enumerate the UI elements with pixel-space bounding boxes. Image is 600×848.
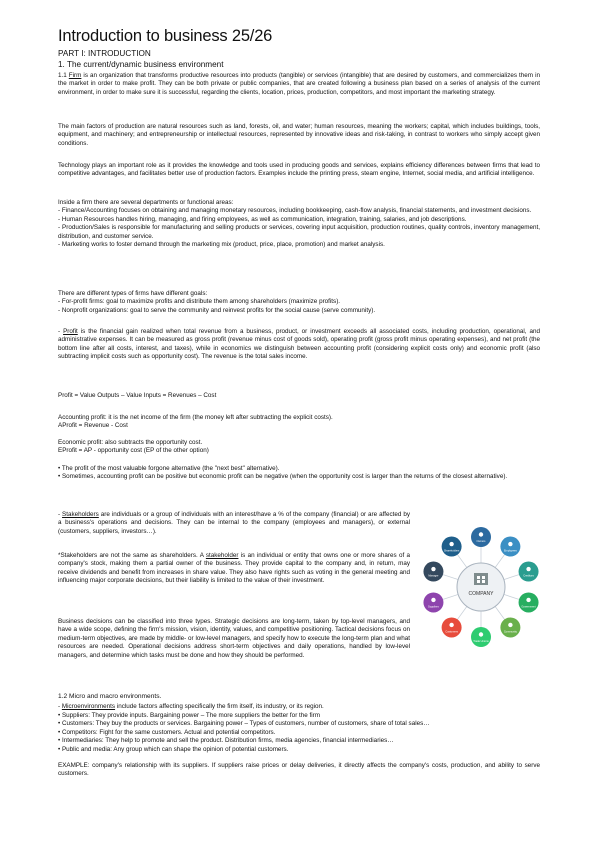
term-stakeholder: stakeholder [205,552,239,559]
term-stakeholders: Stakeholders [62,511,99,518]
stakeholder-node-circle [500,537,520,557]
person-icon [449,542,453,546]
stakeholder-node-circle [442,537,462,557]
stakeholder-node-label: Owners [476,540,486,543]
person-icon [508,623,512,627]
stakeholder-node-creditors [519,562,539,582]
stakeholder-node-circle [500,617,520,637]
stakeholder-node-circle [423,562,443,582]
stakeholder-node-employees [500,537,520,557]
stakeholder-diagram [412,520,550,654]
stakeholder-node-label: Government [521,605,536,609]
stakeholder-node-circle [442,617,462,637]
paragraph-factors: The main factors of production are natural resources such as land, forests, oil, and water; human resources, meaning the workers; capital, which includes buildings, tools, equipment, and machinery; and entrepreneurship or intellectual resources, represented by innovative ideas and risk-taking, in contrast to workers who simply accept given conditions. [58,123,540,147]
paragraph-shareholders: *Stakeholders are not the same as shareholders. A stakeholder is an individual or entity that owns one or more shares of a company's stock, making them a partial owner of the business. They provide capital to the company and, in return, may receive dividends and benefit from increases in share value. They also have rights such as voting in the general meeting and influencing major corporate decisions, but their liability is limited to the value of their investment. [58,552,411,585]
part-heading: PART I: INTRODUCTION [58,49,151,58]
stakeholder-node-customers [442,617,462,637]
term-firm: Firm [68,72,82,79]
person-icon [526,567,530,571]
stakeholder-node-circle [471,627,491,647]
stakeholder-node-circle [519,562,539,582]
person-icon [479,632,483,636]
person-icon [479,532,483,536]
stakeholder-node-label: Shareholders [443,549,460,553]
stakeholder-node-label: Employees [503,549,517,553]
person-icon [431,598,435,602]
stakeholder-node-label: Suppliers [428,605,439,609]
stakeholder-node-circle [471,527,491,547]
paragraph-microenvironments: - Microenvironments include factors affecting specifically the firm itself, its industry, or its region. [58,703,324,710]
stakeholder-node-owners [471,527,491,547]
paragraph-firm: 1.1 Firm is an organization that transforms productive resources into products (tangible) or services (intangible) that are desired by customers, and commercializes them in the market in order to make profit. They can be both private or public companies, that are created following a business plan based on a series of analysis of the current environment, in order to make sure it is successful, regarding the clients, location, prices, production, competitors, and most important the marketing strategy. [58,72,540,96]
microenvironment-list: • Suppliers: They provide inputs. Bargaining power – The more suppliers the better for the firm • Customers: They buy the products or services. Bargaining power – Types of customers, number of customers, share of total sales… • Competitors: Fight for the same customers. Actual and potential competitors. • Intermediaries: They help to promote and sell the product. Distribution firms, media agencies, financial intermediaries… • Public and media: Any group which can shape the opinion of potential customers. [58,712,430,753]
stakeholder-node-label: Manager [428,574,439,578]
term-profit: Profit [63,328,78,335]
term-microenvironments: Microenvironments [61,703,116,710]
person-icon [449,623,453,627]
paragraph-profit-notes: • The profit of the most valuable forgone alternative (the "next best" alternative). • Sometimes, accounting profit can be positive but economic profit can be negative (when the opportunity cost is larger than the returns of the closest alternative). [58,465,508,481]
stakeholder-node-suppliers [423,592,443,612]
stakeholder-node-shareholders [442,537,462,557]
stakeholder-node-label: Creditors [523,574,534,578]
stakeholder-node-government [519,592,539,612]
stakeholder-node-circle [519,592,539,612]
stakeholder-node-label: Customers [445,630,458,634]
paragraph-goals: There are different types of firms have different goals: - For-profit firms: goal to maximize profits and distribute them among shareholders (maximize profits). - Nonprofit organizations: goal to serve the community and reinvest profits for the social cause (serve community). [58,290,376,314]
section-heading-1-2: 1.2 Micro and macro environments. [58,693,162,700]
paragraph-stakeholders: - Stakeholders are individuals or a group of individuals with an interest/have a % of the company (financial) or are affected by a business's operations and decisions. They can be internal to the company (employees and managers), or external (customers, suppliers, investors…). [58,511,410,535]
paragraph-example: EXAMPLE: company's relationship with its suppliers. If suppliers raise prices or delay deliveries, it directly affects the company's costs, production, and ability to serve customers. [58,762,540,778]
section-heading: 1. The current/dynamic business environment [58,60,224,69]
paragraph-profit: - Profit is the financial gain realized when total revenue from a business, product, or investment exceeds all associated costs, including production, operational, and administrative expenses. It can be measured as gross profit (revenue minus cost of goods sold), operating profit (gross profit minus operating expenses), and net profit (the bottom line after all costs, interest, and taxes), while in economics we distinguish between accounting profit (considering explicit costs only) and economic profit (also subtracting implicit costs such as opportunity cost). The revenue is the total sales income. [58,328,540,361]
person-icon [526,598,530,602]
stakeholder-node-community [500,617,520,637]
person-icon [431,567,435,571]
stakeholder-node-manager [423,562,443,582]
paragraph-accounting-profit: Accounting profit: it is the net income of the firm (the money left after subtracting the explicit costs). AProfit = Revenue - Cost [58,414,333,430]
stakeholder-node-label: Trade Unions [473,640,489,643]
stakeholder-node-label: Community [503,630,517,634]
stakeholder-node-trade-unions [471,627,491,647]
profit-formula: Profit = Value Outputs – Value Inputs = Revenues – Cost [58,392,217,399]
paragraph-departments: Inside a firm there are several departments or functional areas: - Finance/Accounting focuses on obtaining and managing monetary resources, including bookkeeping, cash-flow analysis, financial statements, and investment decisions. - Human Resources handles hiring, managing, and firing employees, as well as communication, integration, training, salaries, and job descriptions. - Production/Sales is responsible for manufacturing and selling products or services, covering input acquisition, production routines, quality controls, inventory management, distribution, and customer service. - Marketing works to foster demand through the marketing mix (product, price, place, promotion) and market analysis. [58,199,540,249]
paragraph-economic-profit: Economic profit: also subtracts the opportunity cost. EProfit = AP - opportunity cost (EP of the other option) [58,439,209,455]
document-title: Introduction to business 25/26 [58,27,273,45]
stakeholder-node-circle [423,592,443,612]
paragraph-technology: Technology plays an important role as it provides the knowledge and tools used in producing goods and services, explains efficiency differences between firms that lead to competitive advantages, and facilitates better use of production factors. Examples include the printing press, steam engine, Internet, social media, and artificial intelligence. [58,162,540,178]
paragraph-decisions: Business decisions can be classified into three types. Strategic decisions are long-term, taken by top-level managers, and have a wide scope, defining the firm's mission, vision, identity, values, and competitive positioning. Tactical decisions focus on medium-term objectives, are made by middle- or low-level managers, and specify how to execute the long-term plan and what resources are needed. Operational decisions address short-term objectives and daily operations, handled by low-level managers, and determine which tasks must be done and how they should be performed. [58,618,410,659]
company-center-label: COMPANY [468,591,494,597]
company-center-circle [457,563,505,611]
company-building-icon [474,573,488,585]
person-icon [508,542,512,546]
